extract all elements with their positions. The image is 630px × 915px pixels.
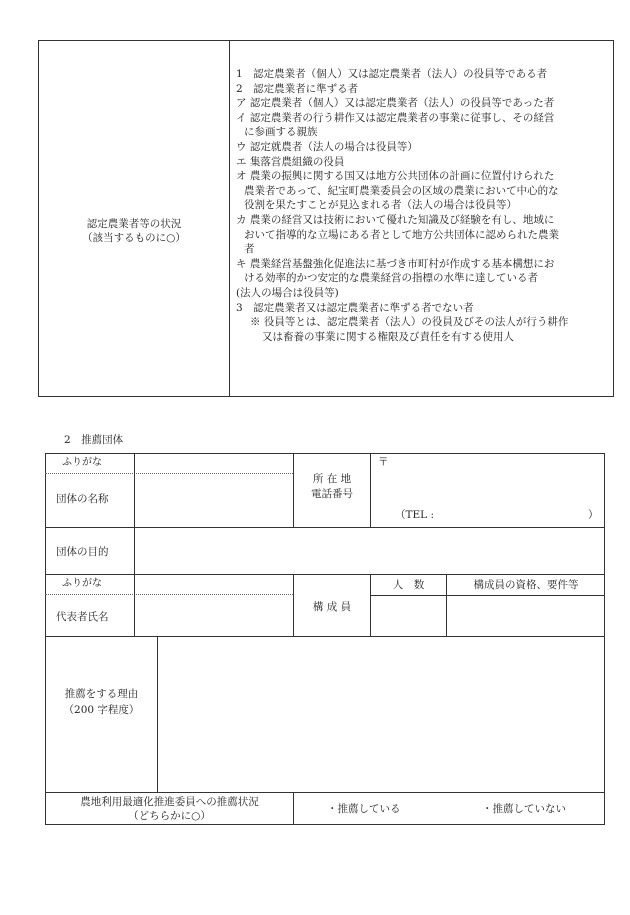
condition-item[interactable]: キ 農業経営基盤強化促進法に基づき市町村が作成する基本構想にお — [236, 257, 555, 270]
status-table-divider — [229, 40, 230, 397]
status-label-line1: 認定農業者等の状況 — [86, 218, 182, 230]
reason-input[interactable] — [158, 637, 605, 792]
tel-close: ） — [588, 509, 599, 521]
reason-label — [46, 686, 157, 718]
condition-item[interactable]: イ 認定農業者の行う耕作又は認定農業者の事業に従事し、その経営 — [236, 111, 555, 124]
member-qualification-input[interactable] — [447, 596, 605, 636]
status-conditions — [236, 67, 614, 344]
furigana-input[interactable] — [135, 454, 293, 473]
section-heading: 2 推薦団体 — [64, 434, 124, 446]
purpose-input[interactable] — [135, 528, 605, 574]
status-label-line2: （該当するものに○） — [82, 232, 186, 244]
qualification-label: 構成員の資格、要件等 — [473, 579, 579, 591]
address-phone-label — [294, 472, 370, 502]
condition-item[interactable]: 1 認定農業者（個人）又は認定農業者（法人）の役員等である者 — [236, 68, 548, 80]
condition-item[interactable]: エ 集落営農組織の役員 — [236, 155, 345, 168]
option-not-recommended[interactable]: ・推薦していない — [482, 803, 566, 815]
condition-item-cont: ける効率的かつ安定的な農業経営の指標の水準に達している者 — [244, 272, 538, 285]
condition-item[interactable]: 3 認定農業者又は認定農業者に準ずる者でない者 — [236, 301, 474, 314]
rep-furigana-input[interactable] — [135, 575, 293, 594]
condition-item-note: (法人の場合は役員等) — [236, 286, 339, 299]
org-name-label: 団体の名称 — [56, 493, 109, 505]
condition-item[interactable]: ア 認定農業者（個人）又は認定農業者（法人）の役員等であった者 — [236, 97, 555, 110]
condition-item-cont: 者 — [244, 243, 255, 256]
condition-item-cont: おいて指導的な立場にある者として地方公共団体に認められた農業 — [244, 228, 559, 241]
committee-label — [46, 795, 293, 823]
reason-label-line2: （200 字程度） — [63, 704, 140, 716]
condition-item-cont: に参画する親族 — [244, 126, 318, 139]
condition-note: ※ 役員等とは、認定農業者（法人）の役員及びその法人が行う耕作 — [250, 316, 569, 329]
committee-label-line1: 農地利用最適化推進委員への推薦状況 — [80, 796, 259, 808]
member-count-input[interactable] — [371, 596, 446, 636]
option-recommended[interactable]: ・推薦している — [327, 803, 401, 815]
furigana-label: ふりがな — [62, 457, 102, 468]
reason-label-line1: 推薦をする理由 — [64, 688, 139, 700]
address-label: 所 在 地 — [312, 473, 352, 485]
status-label — [39, 217, 229, 245]
condition-item[interactable]: カ 農業の経営又は技術において優れた知識及び経験を有し、地域に — [236, 213, 555, 226]
rep-name-label: 代表者氏名 — [56, 611, 109, 623]
tel-open: （TEL : — [395, 509, 435, 521]
count-label: 人 数 — [392, 579, 425, 591]
condition-item[interactable]: ウ 認定就農者（法人の場合は役員等） — [236, 140, 418, 153]
furigana-label-2: ふりがな — [62, 578, 102, 589]
members-label: 構 成 員 — [312, 601, 352, 613]
rep-name-input[interactable] — [135, 595, 293, 636]
condition-item[interactable]: 2 認定農業者に準ずる者 — [236, 82, 359, 95]
condition-item-cont: 役割を果たすことが見込まれる者（法人の場合は役員等） — [244, 199, 517, 212]
org-name-input[interactable] — [135, 474, 293, 527]
purpose-label: 団体の目的 — [56, 546, 109, 558]
condition-item[interactable]: オ 農業の振興に関する国又は地方公共団体の計画に位置付けられた — [236, 170, 555, 183]
phone-label: 電話番号 — [311, 488, 353, 500]
committee-label-line2: （どちらかに○） — [128, 810, 211, 822]
postal-mark: 〒 — [378, 456, 389, 468]
condition-note-cont: 又は畜養の事業に関する権限及び責任を有する使用人 — [262, 330, 514, 343]
condition-item-cont: 農業者であって、紀宝町農業委員会の区域の農業において中心的な — [244, 184, 559, 197]
